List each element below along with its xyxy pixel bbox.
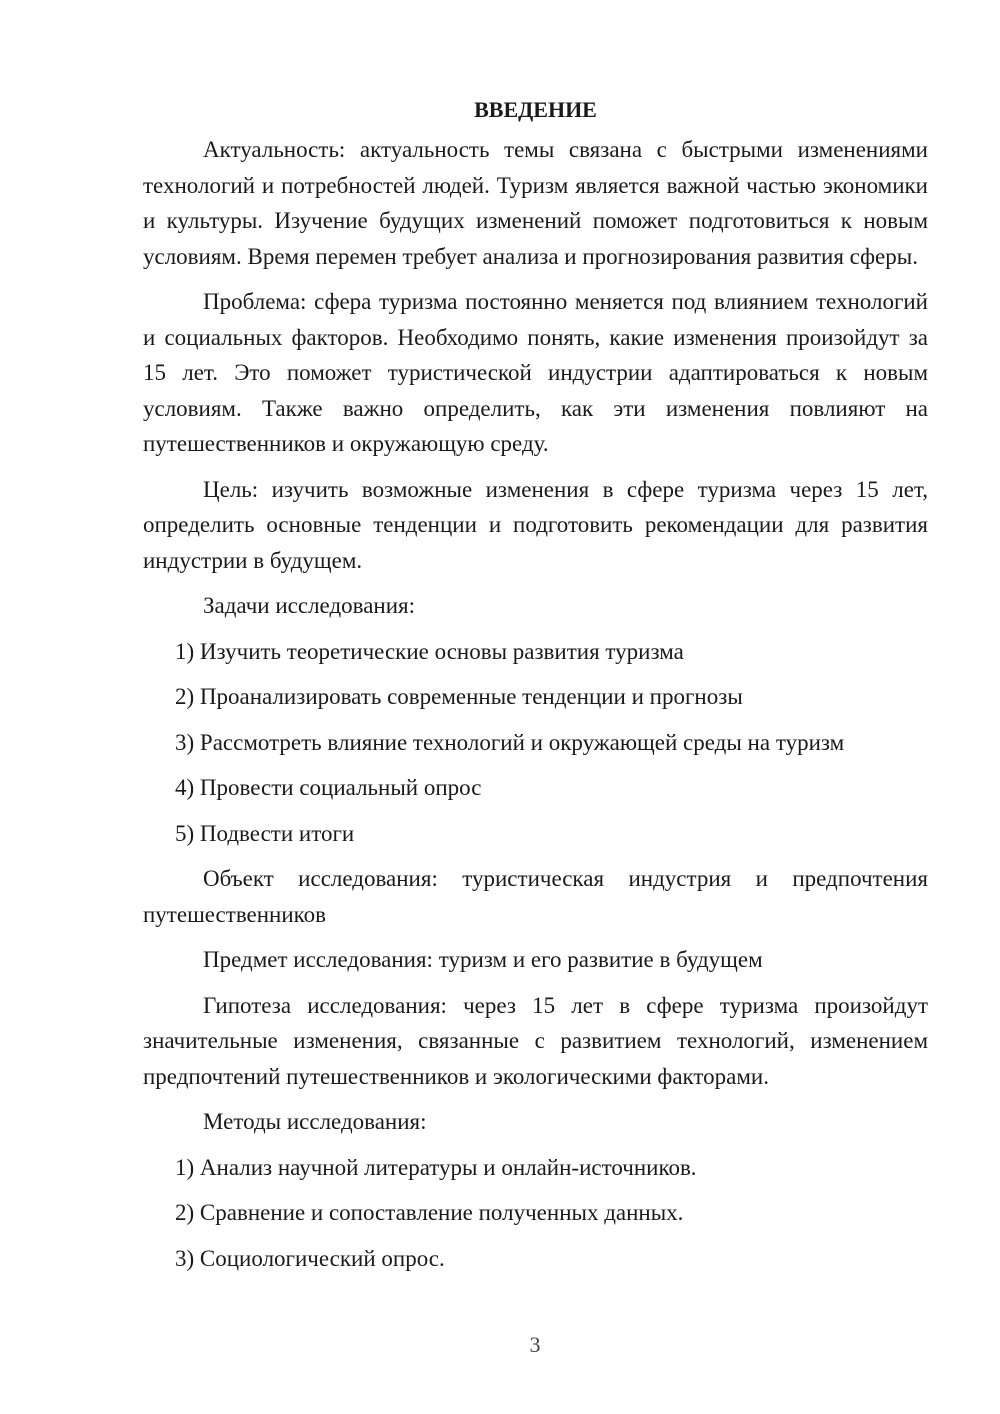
- list-item: 3) Рассмотреть влияние технологий и окружающей среды на туризм: [175, 729, 845, 755]
- tasks-list: [143, 634, 928, 852]
- list-item: 4) Провести социальный опрос: [175, 775, 482, 800]
- list-item: 1) Изучить теоретические основы развития туризма: [175, 638, 684, 664]
- object-paragraph: Объект исследования: туристическая индустрия и предпочтения путешественников: [143, 866, 928, 927]
- hypothesis-paragraph: Гипотеза исследования: через 15 лет в сфере туризма произойдут значительные изменения, связанные с развитием технологий, изменением предпочтений путешественников и экологическими факторами.: [143, 992, 928, 1089]
- list-item: 2) Сравнение и сопоставление полученных данных.: [175, 1200, 684, 1225]
- list-item: 3) Социологический опрос.: [175, 1245, 445, 1271]
- list-item: 5) Подвести итоги: [175, 820, 355, 846]
- list-item: 2) Проанализировать современные тенденции и прогнозы: [175, 684, 743, 709]
- list-item: 1) Анализ научной литературы и онлайн-источников.: [175, 1154, 697, 1180]
- goal-paragraph: Цель: изучить возможные изменения в сфере туризма через 15 лет, определить основные тенденции и подготовить рекомендации для развития индустрии в будущем.: [143, 476, 928, 573]
- document-page: [143, 92, 928, 1286]
- relevance-paragraph: Актуальность: актуальность темы связана с быстрыми изменениями технологий и потребностей людей. Туризм является важной частью экономики и культуры. Изучение будущих изменений поможет подготовиться к новым условиям. Время перемен требует анализа и прогнозирования развития сферы.: [143, 137, 928, 269]
- problem-paragraph: Проблема: сфера туризма постоянно меняется под влиянием технологий и социальных факторов. Необходимо понять, какие изменения произойдут за 15 лет. Это поможет туристической индустрии адаптироваться к новым условиям. Также важно определить, как эти изменения повлияют на путешественников и окружающую среду.: [143, 289, 928, 456]
- tasks-heading: Задачи исследования:: [203, 593, 416, 618]
- section-title: ВВЕДЕНИЕ: [474, 97, 597, 122]
- page-number: 3: [529, 1332, 541, 1357]
- subject-paragraph: Предмет исследования: туризм и его развитие в будущем: [203, 947, 763, 972]
- methods-list: [143, 1150, 928, 1277]
- methods-heading: Методы исследования:: [203, 1109, 427, 1134]
